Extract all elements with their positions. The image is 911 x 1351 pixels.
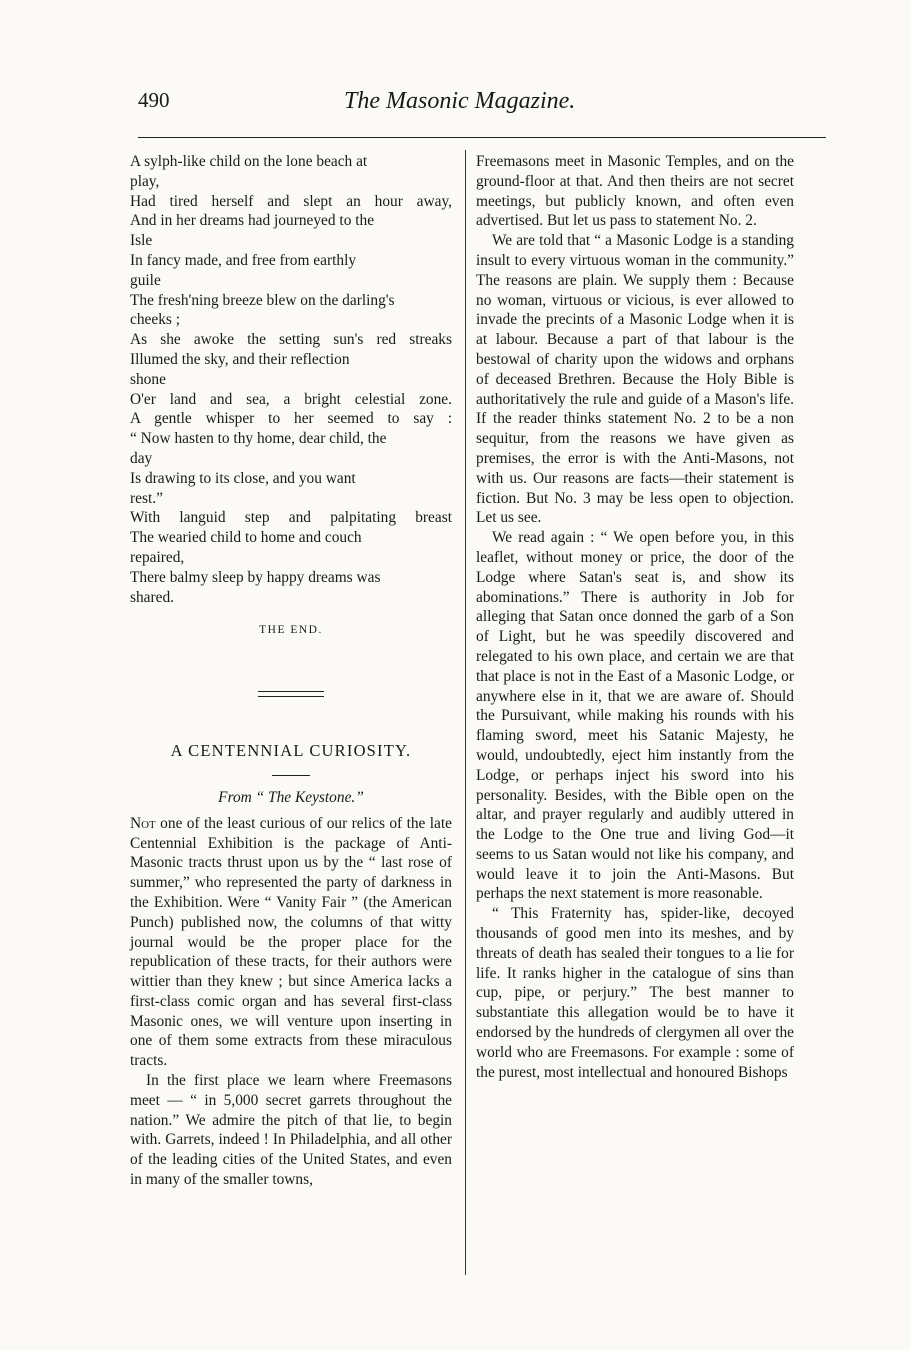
poem-line: A gentle whisper to her seemed to say : (130, 410, 452, 428)
column-divider (465, 150, 466, 1275)
right-column (476, 152, 794, 1082)
page-header (138, 88, 828, 122)
article-paragraph: In the first place we learn where Freemasons meet — “ in 5,000 secret garrets throughout the nation.” We admire the pitch of that lie, to begin with. Garrets, indeed ! In Philadelphia, and all other of the leading cities of the United States, and even in many of the smaller towns, (130, 1072, 452, 1189)
poem-line: And in her dreams had journeyed to the Isle (130, 212, 375, 250)
poem-line: Illumed the sky, and their reflection shone (130, 350, 350, 388)
poem-line: There balmy sleep by happy dreams was shared. (130, 568, 381, 606)
title-rule (272, 775, 310, 776)
poem-line: Is drawing to its close, and you want rest.” (130, 469, 356, 507)
poem-line: The fresh'ning breeze blew on the darling's cheeks ; (130, 291, 395, 329)
poem-line: O'er land and sea, a bright celestial zone. (130, 390, 452, 408)
header-rule (138, 137, 826, 138)
article-title: A CENTENNIAL CURIOSITY. (170, 741, 412, 761)
poem-line: In fancy made, and free from earthly guile (130, 251, 357, 289)
poem-line: Had tired herself and slept an hour away, (130, 192, 452, 210)
poem-line: With languid step and palpitating breast (130, 509, 452, 527)
article-paragraph: We are told that “ a Masonic Lodge is a standing insult to every virtuous woman in the community.” The reasons are plain. We supply them : Because no woman, virtuous or vicious, is ever allowed to invade the precints of a Masonic Lodge when it is at labour. Because a part of that labour is the bestowal of charity upon the widows and orphans of deceased Brethren. Because the Holy Bible is authoritatively the rule and guide of a Mason's life. If the reader thinks statement No. 2 to be a non sequitur, from the reasons we have given as premises, the error is with the Anti-Masons, not with us. Our reasons are facts—their statement is fiction. But No. 3 may be less open to objection. Let us see. (476, 232, 794, 527)
article-source: From “ The Keystone.” (218, 788, 364, 806)
article-paragraph: We read again : “ We open before you, in this leaflet, without money or price, the door of the Lodge where Satan's seat is, and show its abominations.” There is authority in Job for alleging that Satan once donned the garb of a Son of Light, but he was speedily discovered and relegated to his own place, and certain we are that that place is not in the East of a Masonic Lodge, or anywhere else in it, that we are aware of. Should the Pursuivant, while making his rounds with his flaming sword, meet his Satanic Majesty, he would, undoubtedly, eject him instantly from the Lodge, or perhaps inject his sword into his personality. Besides, with the Bible open on the altar, and prayer regularly and audibly uttered in the Lodge to the One true and living God—it seems to us Satan would not like his company, and would leave it to join the Anti-Masons. But perhaps the next statement is more reasonable. (476, 529, 794, 903)
article-paragraph: “ This Fraternity has, spider-like, decoyed thousands of good men into its meshes, and by threats of death has sealed their tongues to a lie for life. It ranks higher in the catalogue of sins than cup, pipe, or perjury.” The best manner to substantiate this allegation would be to have it endorsed by the hundreds of clergymen all over the world who are Freemasons. For example : some of the purest, most intellectual and honoured Bishops (476, 905, 794, 1081)
the-end-label: THE END. (259, 624, 323, 637)
poem-line: “ Now hasten to thy home, dear child, the day (130, 430, 387, 467)
left-column (130, 152, 452, 1190)
section-ornament-rule (258, 691, 324, 697)
drop-word: Not (130, 814, 156, 832)
poem-line: The wearied child to home and couch repaired, (130, 529, 362, 566)
article-paragraph: Not one of the least curious of our relics of the late Centennial Exhibition is the package of Anti-Masonic tracts thrust upon us by the “ last rose of summer,” who represented the party of darkness in the Exhibition. Were “ Vanity Fair ” (the American Punch) published now, the columns of that witty journal would be the proper place for the republication of these tracts, for their authors were wittier than they knew ; but since America lacks a first-class comic organ and has several first-class Masonic ones, we will venture upon inserting in one of them some extracts from these miraculous tracts. (130, 814, 452, 1070)
page-number: 490 (138, 88, 170, 112)
poem-line: As she awoke the setting sun's red streaks (130, 331, 452, 349)
poem (130, 152, 452, 607)
running-title: The Masonic Magazine. (344, 88, 576, 114)
article-paragraph: Freemasons meet in Masonic Temples, and on the ground-floor at that. And then theirs are not secret meetings, but publicly known, and often even advertised. But let us pass to statement No. 2. (476, 153, 794, 230)
poem-line: A sylph-like child on the lone beach at play, (130, 153, 368, 190)
